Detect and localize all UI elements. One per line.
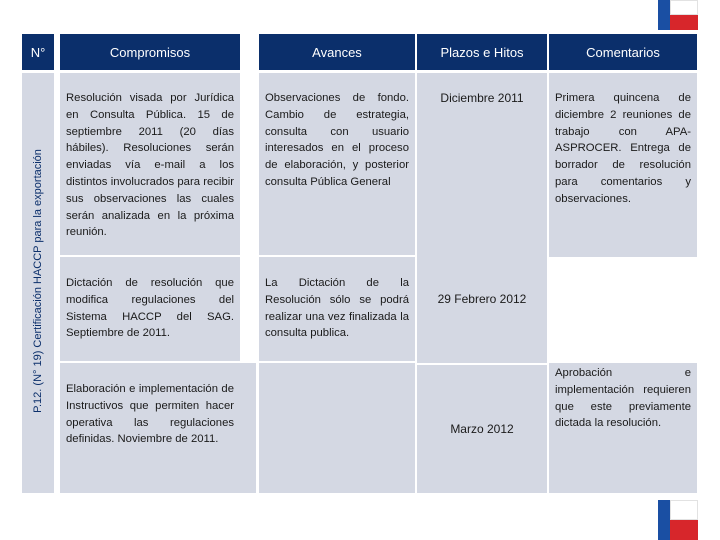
row3-plazo: Marzo 2012	[450, 421, 514, 436]
flag-white-block	[670, 500, 698, 520]
row1-plazo: Diciembre 2011	[417, 73, 547, 363]
header-plazos	[417, 34, 547, 70]
header-plazos-label: Plazos e Hitos	[440, 44, 524, 60]
side-label: P.12. (N° 19) Certificación HACCP para la exportación	[32, 149, 44, 413]
flag-blue-block	[658, 0, 670, 30]
side-label-cell	[22, 73, 54, 493]
row1-compromiso: Resolución visada por Jurídica en Consulta Pública. 15 de septiembre 2011 (20 días hábiles). Resoluciones serán enviadas vía e-mail a los distintos involucrados para recibir sus observaciones las cuales serán analizada en la próxima reunión.	[60, 73, 240, 255]
header-compromisos-label: Compromisos	[109, 44, 191, 60]
flag-logo-bottom	[658, 500, 698, 540]
row3-avance	[259, 363, 415, 493]
row1-avance: Observaciones de fondo. Cambio de estrategia, consulta con usuario interesados en el proceso de elaboración, y posterior consulta Pública General	[259, 73, 415, 255]
header-avances-label: Avances	[312, 44, 362, 60]
header-comentarios	[549, 34, 697, 70]
row3-plazo-cell	[417, 365, 547, 493]
header-avances	[259, 34, 415, 70]
header-num-label: N°	[30, 44, 46, 60]
flag-logo-top	[658, 0, 698, 30]
flag-red-block	[670, 15, 698, 30]
flag-red-block	[670, 520, 698, 540]
row1-comentario: Primera quincena de diciembre 2 reuniones de trabajo con APA-ASPROCER. Entrega de borrador de resolución para comentarios y observaciones.	[549, 73, 697, 257]
flag-white-block	[670, 0, 698, 15]
row3-compromiso: Elaboración e implementación de Instructivos que permiten hacer operativa las regulaciones definidas. Noviembre de 2011.	[60, 363, 256, 493]
row2-plazo: 29 Febrero 2012	[437, 292, 527, 306]
row3-comentario: Aprobación e implementación requieren que este previamente dictada la resolución.	[549, 363, 697, 493]
header-compromisos	[60, 34, 240, 70]
flag-blue-block	[658, 500, 670, 540]
row2-compromiso: Dictación de resolución que modifica regulaciones del Sistema HACCP del SAG. Septiembre de 2011.	[60, 257, 240, 361]
header-num	[22, 34, 54, 70]
header-comentarios-label: Comentarios	[586, 44, 660, 60]
row2-avance: La Dictación de la Resolución sólo se podrá realizar una vez finalizada la consulta publica.	[259, 257, 415, 361]
